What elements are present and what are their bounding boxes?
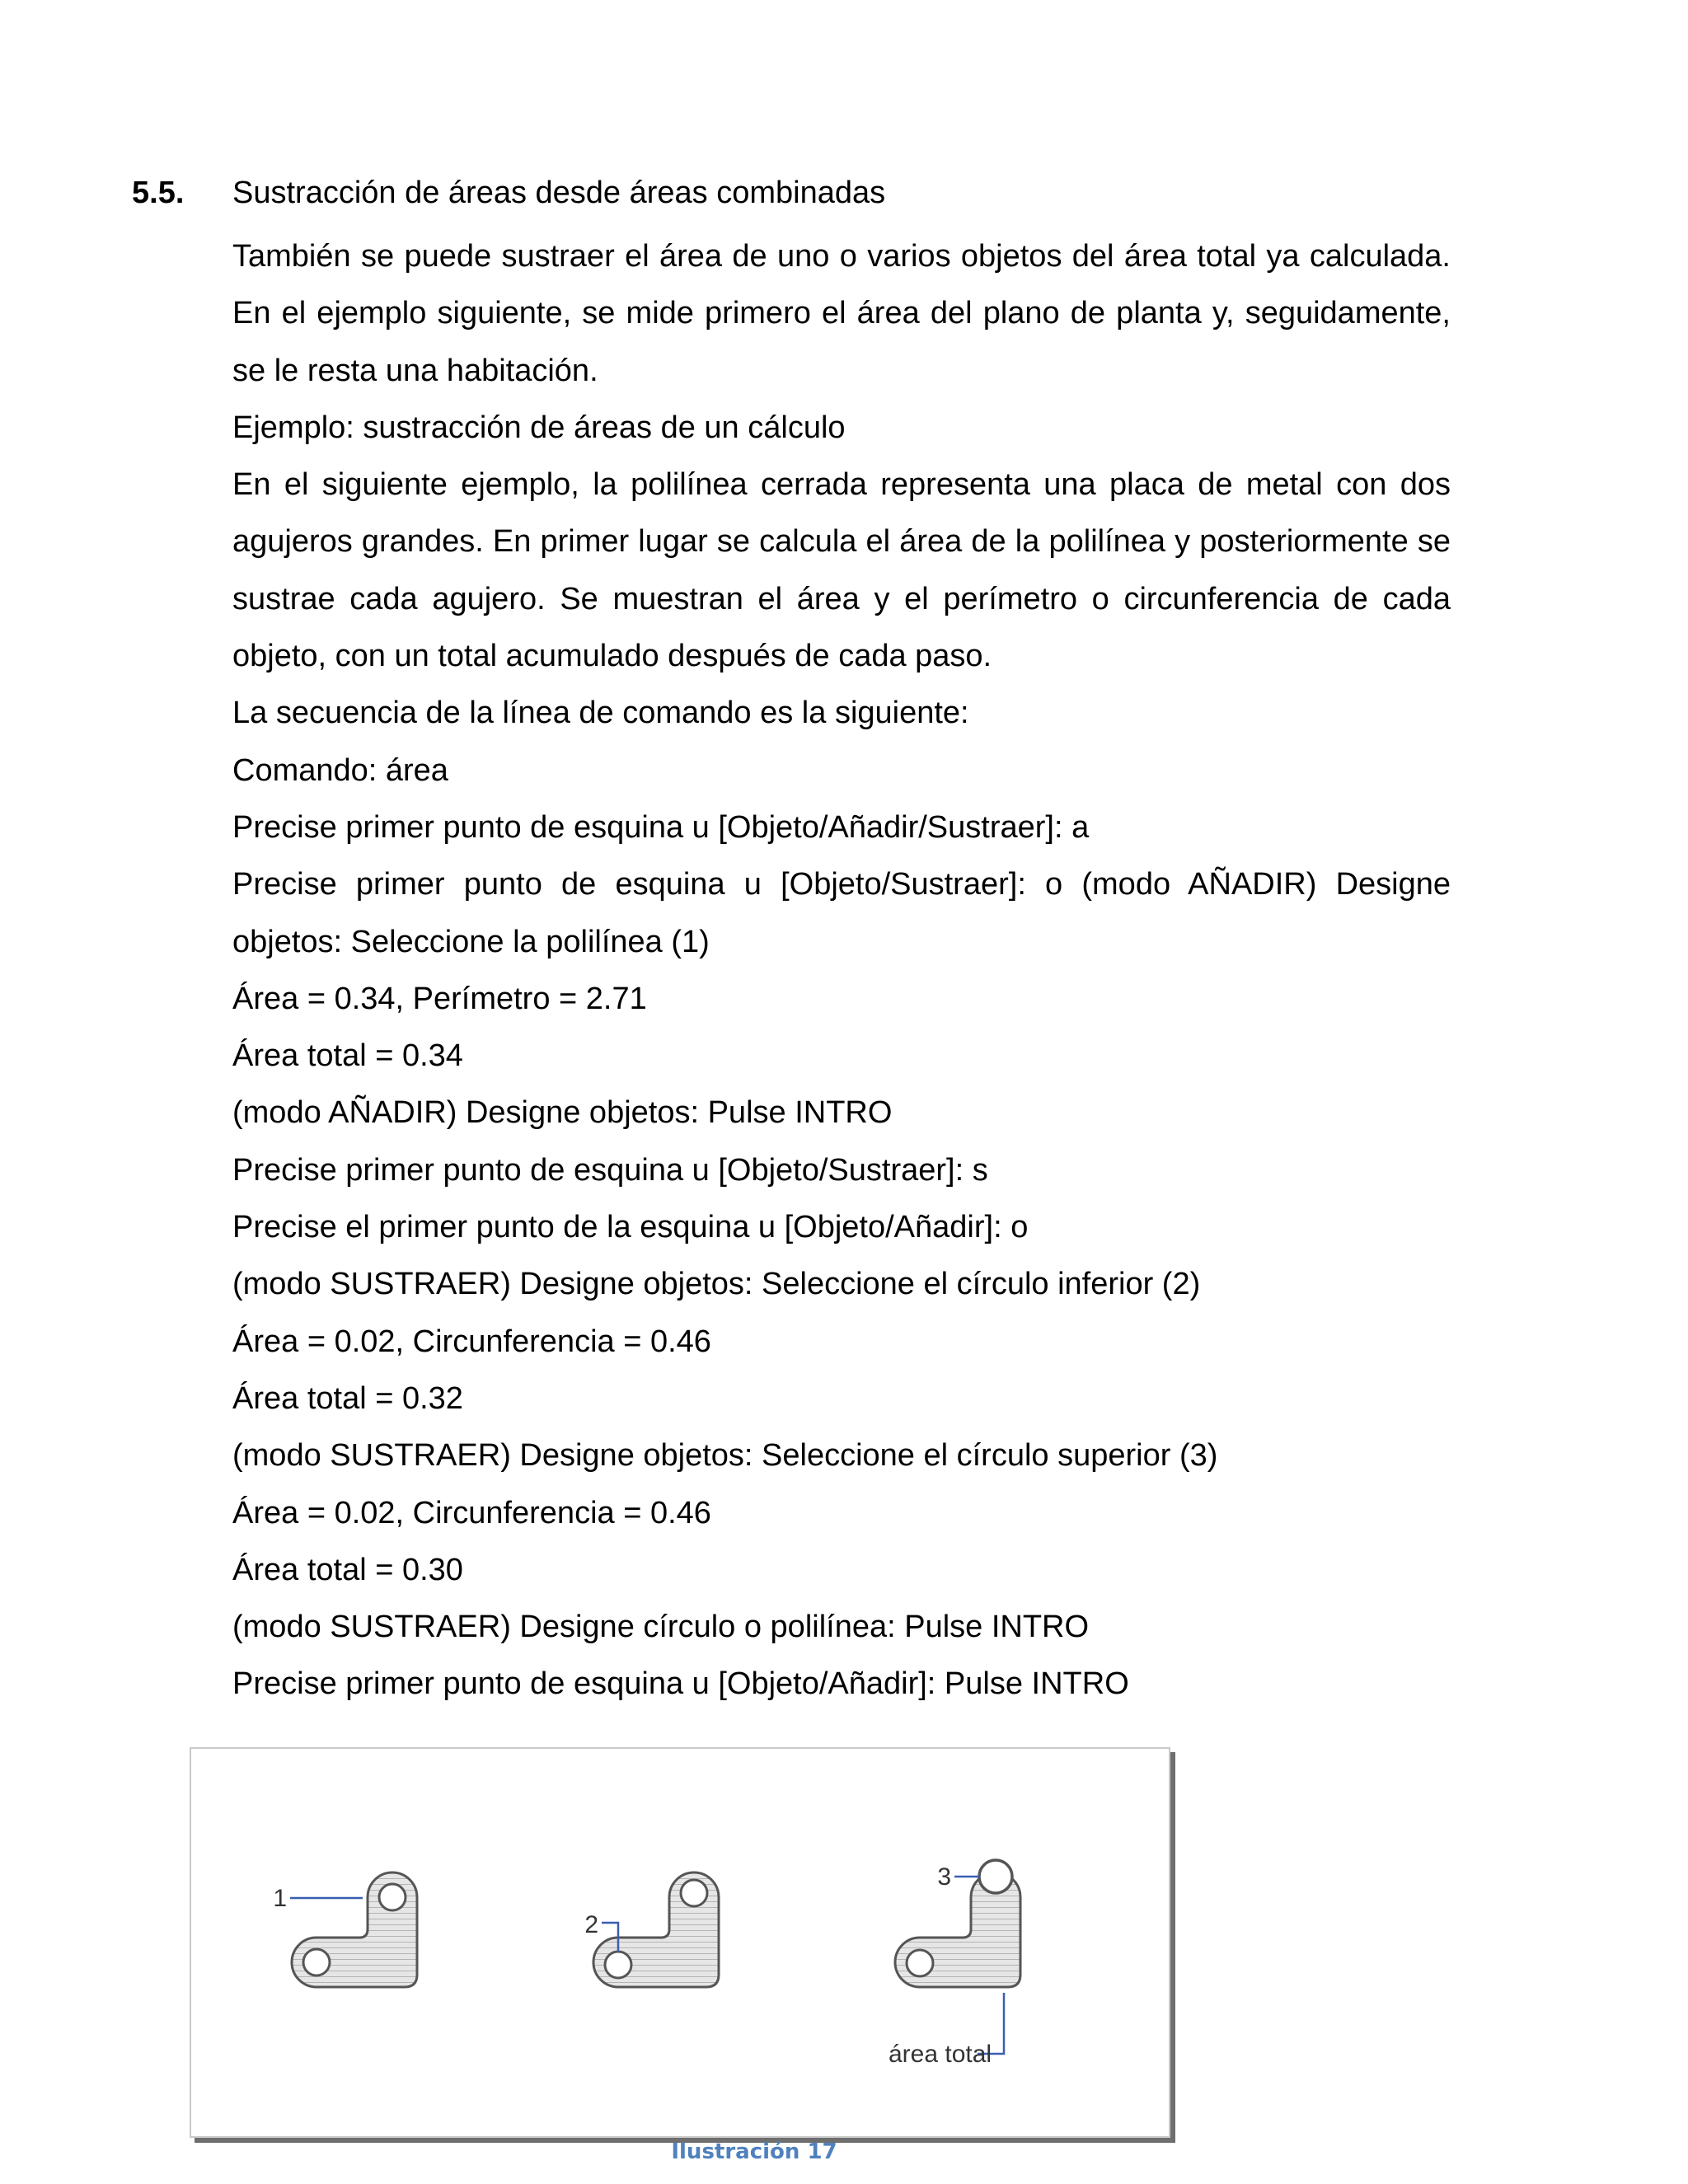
command-line: Área total = 0.32 xyxy=(232,1380,463,1416)
plate-1 xyxy=(273,1872,417,1987)
command-line: Precise primer punto de esquina u [Objeto/Añadir]: Pulse INTRO xyxy=(232,1666,1129,1702)
command-line: Comando: área xyxy=(232,752,448,788)
command-line: Área = 0.02, Circunferencia = 0.46 xyxy=(232,1495,711,1530)
command-line: Área total = 0.34 xyxy=(232,1038,463,1074)
example-title: Ejemplo: sustracción de áreas de un cálculo xyxy=(232,410,846,445)
command-line: Precise el primer punto de la esquina u [Objeto/Añadir]: o xyxy=(232,1210,1029,1245)
intro-paragraph: También se puede sustraer el área de uno o varios objetos del área total ya calculada. En el ejemplo siguiente, se mide primero el área del plano de planta y, seguidamente, se le resta una habitación. xyxy=(232,239,1451,388)
command-line: (modo SUSTRAER) Designe objetos: Seleccione el círculo inferior (2) xyxy=(232,1267,1201,1302)
section-number: 5.5. xyxy=(132,176,185,210)
section-title: Sustracción de áreas desde áreas combinadas xyxy=(232,176,886,210)
command-line: (modo AÑADIR) Designe objetos: Pulse INTRO xyxy=(232,1095,893,1131)
callout-3-label: 3 xyxy=(937,1863,951,1891)
command-line: Área total = 0.30 xyxy=(232,1552,463,1587)
command-line: (modo SUSTRAER) Designe objetos: Seleccione el círculo superior (3) xyxy=(232,1438,1218,1474)
plates-illustration xyxy=(191,1749,1169,2136)
command-line: Área = 0.34, Perímetro = 2.71 xyxy=(232,981,647,1016)
figure-caption: Ilustración 17 xyxy=(671,2139,837,2164)
sequence-intro: La secuencia de la línea de comando es la siguiente: xyxy=(232,696,969,731)
section-body xyxy=(232,228,1451,1713)
total-area-label: área total xyxy=(889,2041,992,2068)
callout-1-label: 1 xyxy=(273,1885,287,1912)
command-line: Precise primer punto de esquina u [Objeto/Sustraer]: s xyxy=(232,1152,988,1188)
command-line: Precise primer punto de esquina u [Objeto/Sustraer]: o (modo AÑADIR) Designe objetos: Seleccione la polilínea (1) xyxy=(232,867,1451,959)
plate-2 xyxy=(584,1872,719,1987)
command-line: Área = 0.02, Circunferencia = 0.46 xyxy=(232,1324,711,1359)
callout-2-label: 2 xyxy=(584,1911,598,1938)
command-line: Precise primer punto de esquina u [Objeto/Añadir/Sustraer]: a xyxy=(232,809,1090,845)
command-line: (modo SUSTRAER) Designe círculo o polilínea: Pulse INTRO xyxy=(232,1610,1090,1645)
example-description: En el siguiente ejemplo, la polilínea cerrada representa una placa de metal con dos agujeros grandes. En primer lugar se calcula el área de la polilínea y posteriormente se sustrae cada agujero. Se muestran el área y el perímetro o circunferencia de cada objeto, con un total acumulado después de cada paso. xyxy=(232,467,1451,674)
plate-3 xyxy=(889,1860,1020,2068)
figure-frame xyxy=(190,1747,1170,2138)
